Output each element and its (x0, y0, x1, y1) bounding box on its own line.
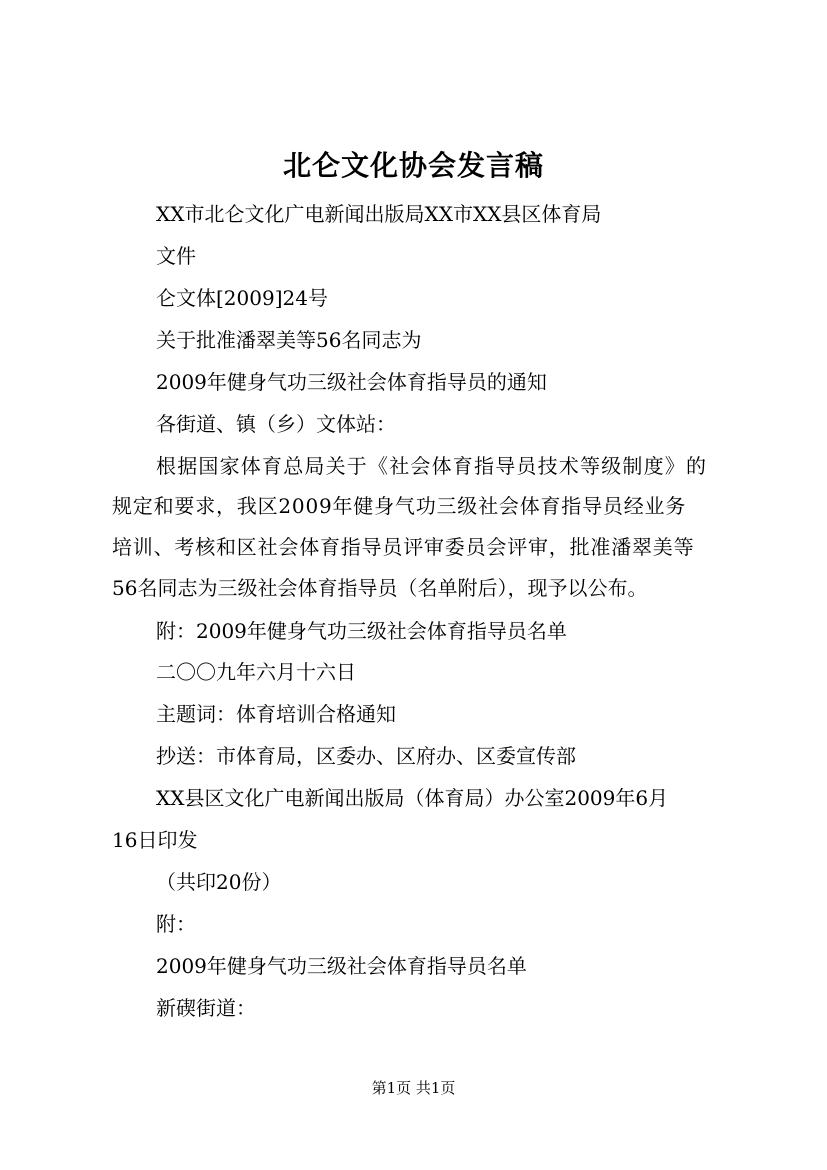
page-footer: 第1页 共1页 (371, 1079, 456, 1097)
body-paragraph-line-2: 规定和要求，我区2009年健身气功三级社会体育指导员经业务 (112, 494, 687, 518)
recipients: 各街道、镇（乡）文体站： (156, 412, 396, 436)
body-paragraph-line-1: 根据国家体育总局关于《社会体育指导员技术等级制度》的 (156, 454, 708, 478)
subject-keywords: 主题词：体育培训合格通知 (156, 702, 396, 726)
document-number: 仑文体[2009]24号 (156, 286, 328, 310)
issuer-office-line-2: 16日印发 (112, 828, 198, 852)
body-paragraph-line-4: 56名同志为三级社会体育指导员（名单附后），现予以公布。 (112, 576, 648, 600)
attachment-note: 附：2009年健身气功三级社会体育指导员名单 (156, 619, 567, 643)
subject-line-2: 2009年健身气功三级社会体育指导员的通知 (156, 370, 547, 394)
copy-to: 抄送：市体育局，区委办、区府办、区委宣传部 (156, 744, 576, 768)
subject-line-1: 关于批准潘翠美等56名同志为 (156, 328, 422, 352)
print-count: （共印20份） (156, 870, 282, 894)
document-title: 北仑文化协会发言稿 (282, 149, 544, 182)
attachment-heading: 附： (156, 912, 196, 936)
issue-date: 二〇〇九年六月十六日 (156, 660, 356, 684)
issuer-office-line-1: XX县区文化广电新闻出版局（体育局）办公室2009年6月 (156, 786, 669, 810)
attachment-subdistrict: 新碶街道： (156, 996, 256, 1020)
attachment-title: 2009年健身气功三级社会体育指导员名单 (156, 954, 527, 978)
issuing-agencies: XX市北仑文化广电新闻出版局XX市XX县区体育局 (156, 202, 602, 226)
document-type: 文件 (156, 244, 196, 268)
body-paragraph-line-3: 培训、考核和区社会体育指导员评审委员会评审，批准潘翠美等 (112, 535, 695, 559)
